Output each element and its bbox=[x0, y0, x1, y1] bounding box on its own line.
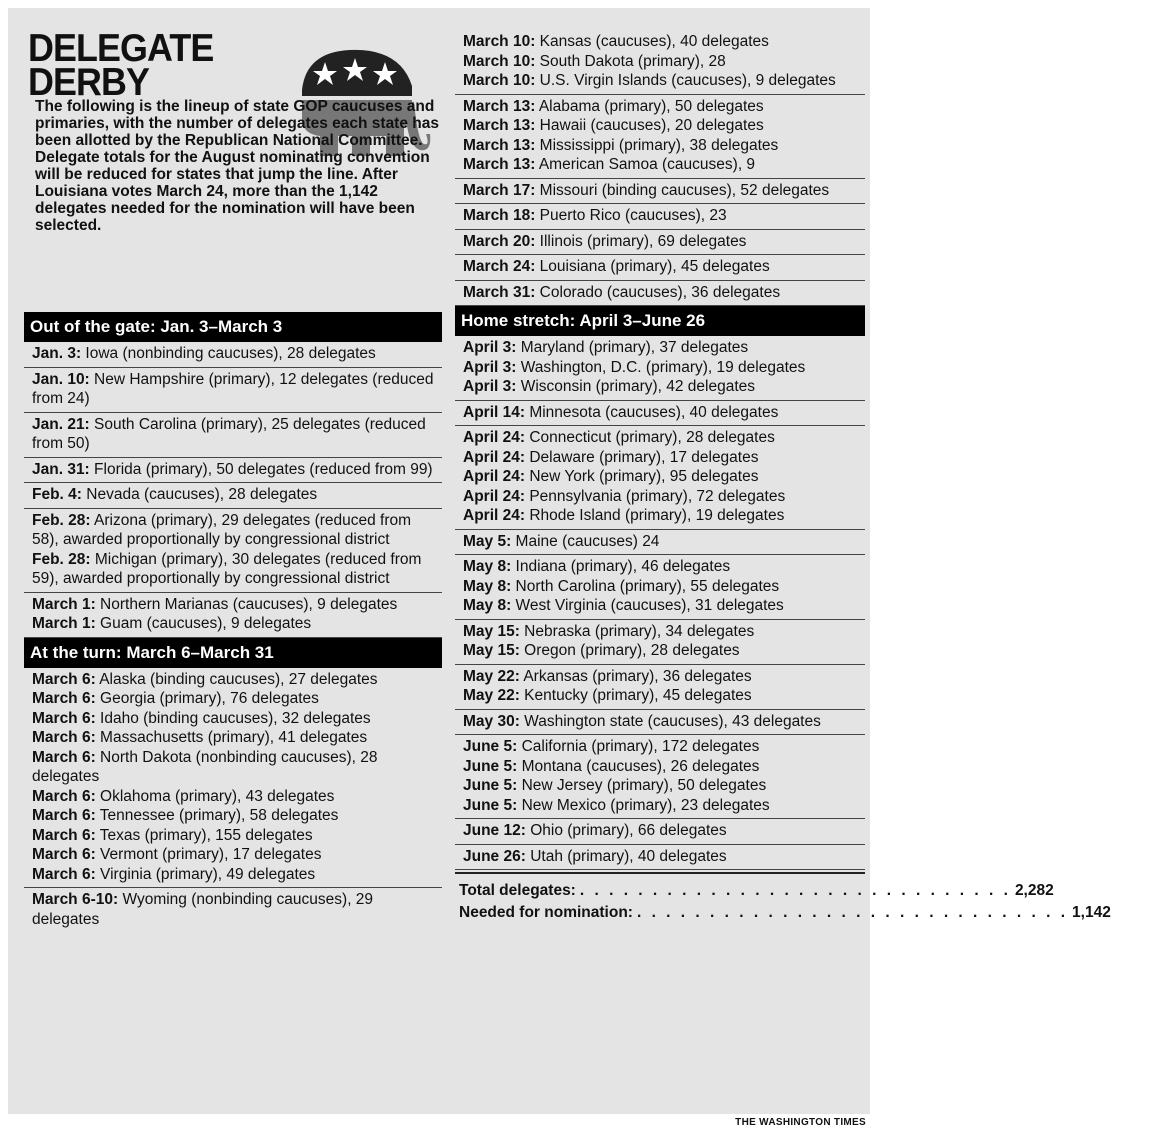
list-item bbox=[32, 460, 442, 480]
entry-group bbox=[455, 426, 865, 530]
entry-date: March 31: bbox=[463, 283, 536, 301]
entry-group bbox=[455, 281, 865, 307]
entry-date: June 26: bbox=[463, 847, 526, 865]
entry-date: March 17: bbox=[463, 181, 536, 199]
entry-date: Feb. 28: bbox=[32, 550, 91, 568]
entry-date: March 10: bbox=[463, 52, 536, 70]
list-item bbox=[32, 748, 442, 787]
entry-group bbox=[455, 255, 865, 281]
entry-date: Jan. 3: bbox=[32, 345, 82, 362]
entry-date: March 6: bbox=[32, 865, 96, 883]
list-item bbox=[463, 428, 865, 448]
entry-text: South Dakota (primary), 28 bbox=[535, 52, 726, 70]
entry-group bbox=[455, 845, 865, 871]
entry-text: Indiana (primary), 46 delegates bbox=[511, 558, 731, 575]
entry-date: May 22: bbox=[463, 687, 520, 704]
list-item bbox=[32, 415, 442, 454]
list-item bbox=[463, 71, 865, 91]
entry-group bbox=[455, 620, 865, 665]
entry-text: Oregon (primary), 28 delegates bbox=[519, 642, 740, 659]
entry-text: Florida (primary), 50 delegates (reduced from 99) bbox=[89, 460, 433, 478]
entry-date: March 24: bbox=[463, 258, 536, 275]
entry-date: March 1: bbox=[32, 615, 96, 632]
entry-text: Louisiana (primary), 45 delegates bbox=[535, 258, 770, 275]
list-item bbox=[463, 358, 865, 378]
entry-group bbox=[455, 204, 865, 230]
entry-date: June 5: bbox=[463, 796, 518, 814]
list-item bbox=[463, 52, 865, 72]
entry-date: May 8: bbox=[463, 597, 512, 614]
entry-text: Puerto Rico (caucuses), 23 bbox=[535, 207, 727, 224]
total-delegates-row bbox=[459, 880, 1054, 902]
list-item bbox=[463, 257, 865, 277]
entry-date: May 8: bbox=[463, 558, 512, 575]
list-item bbox=[463, 206, 865, 226]
list-item bbox=[463, 467, 865, 487]
entry-date: April 3: bbox=[463, 358, 517, 376]
entry-text: New York (primary), 95 delegates bbox=[525, 468, 759, 485]
list-item bbox=[32, 806, 442, 826]
infographic-panel bbox=[8, 8, 1111, 1114]
entry-text: West Virginia (caucuses), 31 delegates bbox=[511, 597, 784, 614]
entry-date: March 10: bbox=[463, 33, 536, 50]
entry-text: Idaho (binding caucuses), 32 delegates bbox=[95, 709, 371, 727]
entry-group bbox=[455, 30, 865, 95]
section-header: Out of the gate: Jan. 3–March 3 bbox=[24, 312, 442, 342]
entry-text: Connecticut (primary), 28 delegates bbox=[525, 429, 775, 446]
list-item bbox=[32, 845, 442, 865]
list-item bbox=[463, 487, 865, 507]
entry-group bbox=[455, 401, 865, 427]
entry-text: Mississippi (primary), 38 delegates bbox=[535, 136, 779, 154]
entry-date: March 6: bbox=[32, 807, 96, 824]
list-item bbox=[32, 370, 442, 409]
entry-date: March 10: bbox=[463, 72, 536, 89]
entry-date: June 5: bbox=[463, 757, 518, 775]
entry-text: Illinois (primary), 69 delegates bbox=[535, 232, 747, 250]
entry-date: Jan. 21: bbox=[32, 415, 90, 433]
needed-for-nomination-label: Needed for nomination: bbox=[459, 904, 633, 921]
entry-group bbox=[24, 342, 442, 368]
entry-date: Jan. 31: bbox=[32, 460, 90, 478]
entry-text: Arkansas (primary), 36 delegates bbox=[519, 667, 752, 685]
entry-text: New Hampshire (primary), 12 delegates (reduced from 24) bbox=[32, 370, 434, 407]
list-item bbox=[32, 890, 442, 929]
entry-text: Ohio (primary), 66 delegates bbox=[525, 822, 727, 839]
entry-group bbox=[455, 819, 865, 845]
list-item bbox=[463, 737, 865, 757]
entry-group bbox=[24, 593, 442, 638]
list-item bbox=[463, 641, 865, 661]
entry-text: Kentucky (primary), 45 delegates bbox=[519, 687, 752, 704]
entry-text: New Mexico (primary), 23 delegates bbox=[517, 796, 770, 814]
entry-date: Feb. 4: bbox=[32, 486, 82, 503]
entry-group bbox=[455, 95, 865, 179]
list-item bbox=[463, 181, 865, 201]
entry-text: Virginia (primary), 49 delegates bbox=[95, 865, 316, 883]
list-item bbox=[32, 689, 442, 709]
entry-date: March 13: bbox=[463, 117, 536, 134]
entry-date: March 6-10: bbox=[32, 891, 119, 908]
entry-group bbox=[455, 230, 865, 256]
headline-line-1: DELEGATE bbox=[28, 27, 214, 70]
list-item bbox=[463, 821, 865, 841]
list-item bbox=[463, 338, 865, 358]
entry-text: Delaware (primary), 17 delegates bbox=[525, 448, 759, 466]
entry-text: Wyoming (nonbinding caucuses), 29 delegates bbox=[32, 891, 374, 928]
entry-group bbox=[455, 179, 865, 205]
entry-date: Jan. 10: bbox=[32, 370, 90, 388]
entry-date: May 22: bbox=[463, 667, 520, 685]
entry-date: April 24: bbox=[463, 468, 526, 485]
list-item bbox=[32, 865, 442, 885]
entry-group bbox=[455, 710, 865, 736]
entry-group bbox=[455, 336, 865, 401]
list-item bbox=[32, 826, 442, 846]
entry-date: April 3: bbox=[463, 378, 517, 395]
intro-text: The following is the lineup of state GOP caucuses and primaries, with the number of delegates each state has been allotted by the Republican National Committee. Delegate totals for the August nominating convention will be reduced for states that jump the line. After Louisiana votes March 24, more than the 1,142 delegates needed for the nomination will have been selected. bbox=[35, 98, 439, 234]
entry-group bbox=[455, 555, 865, 620]
list-item bbox=[463, 796, 865, 816]
entry-date: April 24: bbox=[463, 507, 526, 524]
left-column bbox=[24, 312, 442, 932]
entry-date: March 6: bbox=[32, 670, 96, 688]
section-header-home-stretch: Home stretch: April 3–June 26 bbox=[455, 306, 865, 336]
entry-text: Tennessee (primary), 58 delegates bbox=[95, 807, 339, 824]
entry-date: March 6: bbox=[32, 709, 96, 727]
list-item bbox=[463, 116, 865, 136]
entry-group bbox=[455, 530, 865, 556]
entry-text: Maryland (primary), 37 delegates bbox=[516, 339, 749, 356]
entry-text: Missouri (binding caucuses), 52 delegates bbox=[535, 181, 830, 199]
source-credit: THE WASHINGTON TIMES bbox=[735, 1117, 866, 1128]
headline-line-2: DERBY bbox=[28, 61, 150, 104]
right-column bbox=[455, 30, 1111, 924]
list-item bbox=[463, 757, 865, 777]
list-item bbox=[463, 776, 865, 796]
entry-text: Hawaii (caucuses), 20 delegates bbox=[535, 117, 764, 134]
entry-group bbox=[455, 665, 865, 710]
list-item bbox=[463, 283, 865, 303]
list-item bbox=[463, 712, 865, 732]
entry-text: Nebraska (primary), 34 delegates bbox=[519, 622, 755, 640]
entry-text: South Carolina (primary), 25 delegates (reduced from 50) bbox=[32, 415, 426, 452]
entry-date: March 6: bbox=[32, 787, 96, 805]
entry-date: March 13: bbox=[463, 156, 536, 173]
entry-text: Oklahoma (primary), 43 delegates bbox=[95, 787, 335, 805]
list-item bbox=[32, 728, 442, 748]
entry-text: Washington, D.C. (primary), 19 delegates bbox=[516, 358, 806, 376]
list-item bbox=[32, 787, 442, 807]
list-item bbox=[463, 557, 865, 577]
entry-date: April 24: bbox=[463, 429, 526, 446]
entry-text: Washington state (caucuses), 43 delegates bbox=[519, 712, 821, 730]
entry-date: March 18: bbox=[463, 207, 536, 224]
entry-text: Texas (primary), 155 delegates bbox=[95, 826, 313, 844]
total-delegates-label: Total delegates: bbox=[459, 882, 576, 899]
entry-text: California (primary), 172 delegates bbox=[517, 738, 760, 755]
list-item bbox=[463, 532, 865, 552]
entry-text: Vermont (primary), 17 delegates bbox=[95, 846, 322, 863]
list-item bbox=[463, 577, 865, 597]
list-item bbox=[32, 550, 442, 589]
list-item bbox=[32, 485, 442, 505]
entry-date: May 8: bbox=[463, 577, 512, 595]
entry-date: June 5: bbox=[463, 777, 518, 794]
entry-text: New Jersey (primary), 50 delegates bbox=[517, 777, 767, 794]
entry-text: Alaska (binding caucuses), 27 delegates bbox=[95, 670, 378, 688]
list-item bbox=[32, 709, 442, 729]
entry-text: Massachusetts (primary), 41 delegates bbox=[95, 729, 368, 746]
entry-text: Rhode Island (primary), 19 delegates bbox=[525, 507, 785, 524]
entry-text: Wisconsin (primary), 42 delegates bbox=[516, 378, 756, 395]
entry-group bbox=[24, 413, 442, 458]
entry-date: March 13: bbox=[463, 136, 536, 154]
entry-text: Nevada (caucuses), 28 delegates bbox=[81, 486, 318, 503]
list-item bbox=[32, 670, 442, 690]
list-item bbox=[32, 595, 442, 615]
entry-date: March 13: bbox=[463, 97, 536, 115]
list-item bbox=[463, 403, 865, 423]
entry-group bbox=[24, 668, 442, 889]
list-item bbox=[463, 377, 865, 397]
list-item bbox=[463, 97, 865, 117]
entry-date: April 3: bbox=[463, 339, 517, 356]
entry-date: May 15: bbox=[463, 642, 520, 659]
entry-text: Kansas (caucuses), 40 delegates bbox=[535, 33, 769, 50]
entry-text: North Dakota (nonbinding caucuses), 28 delegates bbox=[32, 748, 378, 785]
entry-text: Guam (caucuses), 9 delegates bbox=[95, 615, 312, 632]
entry-group bbox=[24, 483, 442, 509]
total-delegates-value: 2,282 bbox=[1014, 882, 1054, 899]
entry-text: Pennsylvania (primary), 72 delegates bbox=[525, 487, 786, 505]
list-item bbox=[463, 847, 865, 867]
entry-group bbox=[24, 368, 442, 413]
entry-date: March 6: bbox=[32, 846, 96, 863]
list-item bbox=[463, 232, 865, 252]
entry-text: Michigan (primary), 30 delegates (reduced from 59), awarded proportionally by congressional district bbox=[32, 550, 422, 587]
entry-date: May 15: bbox=[463, 622, 520, 640]
list-item bbox=[463, 596, 865, 616]
list-item bbox=[463, 155, 865, 175]
totals bbox=[455, 872, 1111, 924]
entry-date: March 20: bbox=[463, 232, 536, 250]
list-item bbox=[463, 686, 865, 706]
entry-group bbox=[24, 888, 442, 932]
entry-date: April 14: bbox=[463, 403, 526, 421]
entry-date: April 24: bbox=[463, 487, 526, 505]
entry-date: June 12: bbox=[463, 822, 526, 839]
entry-group bbox=[455, 735, 865, 819]
entry-text: Colorado (caucuses), 36 delegates bbox=[535, 283, 781, 301]
entry-date: March 1: bbox=[32, 595, 96, 613]
list-item bbox=[32, 614, 442, 634]
entry-date: June 5: bbox=[463, 738, 518, 755]
entry-text: Maine (caucuses) 24 bbox=[511, 532, 660, 550]
entry-text: Alabama (primary), 50 delegates bbox=[535, 97, 764, 115]
entry-text: Georgia (primary), 76 delegates bbox=[95, 690, 319, 707]
section-header: At the turn: March 6–March 31 bbox=[24, 638, 442, 668]
entry-text: Utah (primary), 40 delegates bbox=[525, 847, 727, 865]
leader-dots: . . . . . . . . . . . . . . . . . . . . . . . . . . . . . . bbox=[579, 882, 1011, 899]
headline bbox=[28, 27, 214, 104]
entry-date: April 24: bbox=[463, 448, 526, 466]
entry-date: Feb. 28: bbox=[32, 511, 91, 529]
entry-group bbox=[24, 509, 442, 593]
list-item bbox=[463, 622, 865, 642]
needed-for-nomination-row bbox=[459, 902, 1111, 924]
entry-date: March 6: bbox=[32, 690, 96, 707]
leader-dots: . . . . . . . . . . . . . . . . . . . . . . . . . . . . . . bbox=[636, 904, 1069, 921]
entry-text: Montana (caucuses), 26 delegates bbox=[517, 757, 760, 775]
entry-date: March 6: bbox=[32, 826, 96, 844]
list-item bbox=[463, 506, 865, 526]
entry-group bbox=[24, 458, 442, 484]
list-item bbox=[463, 448, 865, 468]
entry-text: Northern Marianas (caucuses), 9 delegates bbox=[95, 595, 398, 613]
entry-text: American Samoa (caucuses), 9 bbox=[535, 156, 756, 173]
entry-date: May 30: bbox=[463, 712, 520, 730]
entry-text: Minnesota (caucuses), 40 delegates bbox=[525, 403, 779, 421]
list-item bbox=[32, 344, 442, 364]
entry-text: Iowa (nonbinding caucuses), 28 delegates bbox=[81, 345, 376, 362]
list-item bbox=[463, 667, 865, 687]
list-item bbox=[32, 511, 442, 550]
entry-text: Arizona (primary), 29 delegates (reduced from 58), awarded proportionally by congressional district bbox=[32, 511, 412, 548]
list-item bbox=[463, 136, 865, 156]
entry-date: March 6: bbox=[32, 748, 96, 766]
needed-for-nomination-value: 1,142 bbox=[1072, 904, 1111, 921]
entry-text: North Carolina (primary), 55 delegates bbox=[511, 577, 780, 595]
entry-date: May 5: bbox=[463, 532, 512, 550]
entry-date: March 6: bbox=[32, 729, 96, 746]
entry-text: U.S. Virgin Islands (caucuses), 9 delegates bbox=[535, 72, 836, 89]
list-item bbox=[463, 32, 865, 52]
